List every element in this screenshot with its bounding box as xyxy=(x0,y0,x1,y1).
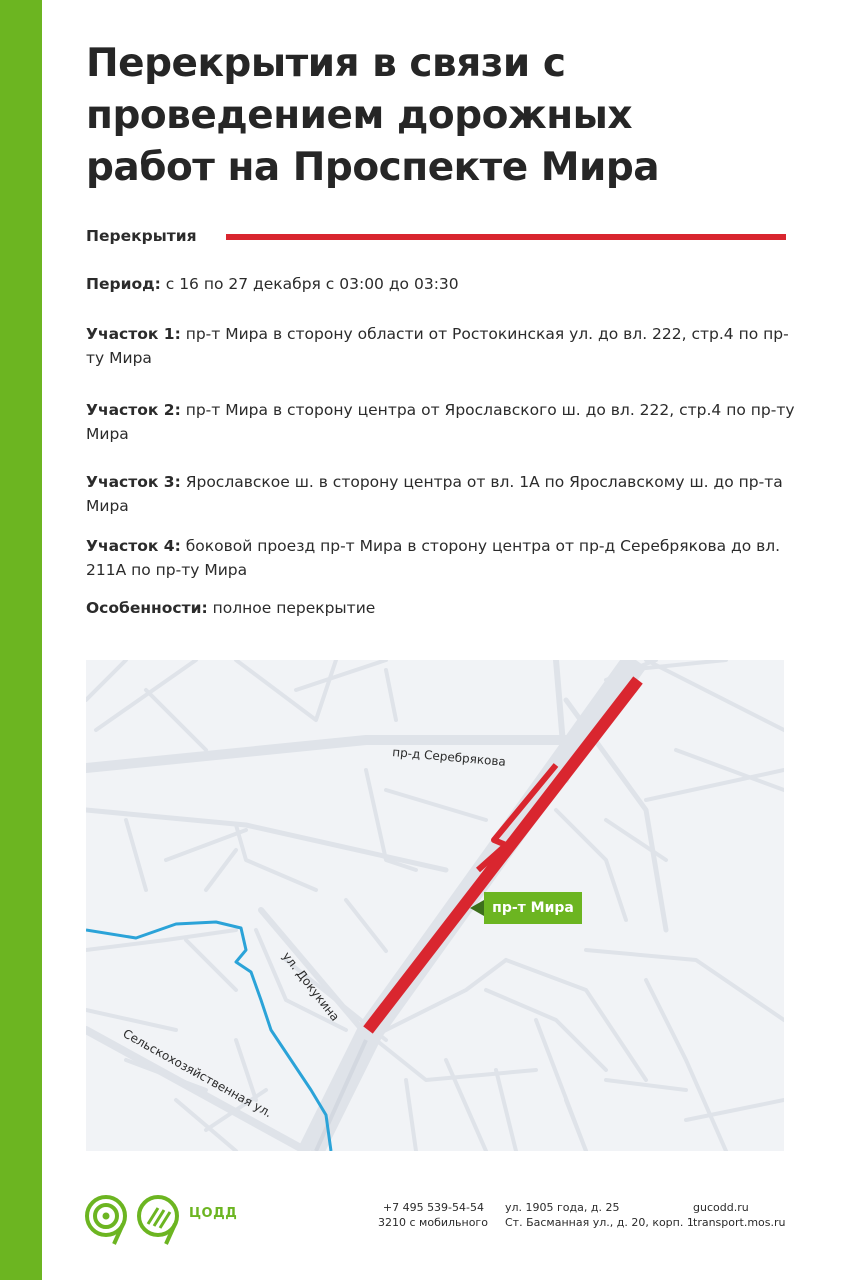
section-2-label: Участок 2: xyxy=(86,401,181,419)
footer xyxy=(0,1180,848,1260)
codd-logo-icon xyxy=(84,1192,184,1252)
features-value: полное перекрытие xyxy=(207,599,376,617)
closure-map xyxy=(86,660,784,1151)
title-line-1: Перекрытия в связи с xyxy=(86,41,566,86)
address-2: Ст. Басманная ул., д. 20, корп. 1 xyxy=(505,1216,694,1229)
features-line xyxy=(86,596,796,620)
footer-addresses xyxy=(505,1200,694,1230)
page-title xyxy=(86,38,806,194)
section-3-value: Ярославское ш. в сторону центра от вл. 1А по Ярославскому ш. до пр-та Мира xyxy=(86,473,783,515)
section-3 xyxy=(86,470,796,518)
section-2 xyxy=(86,398,796,446)
section-4 xyxy=(86,534,796,582)
section-2-value: пр-т Мира в сторону центра от Ярославского ш. до вл. 222, стр.4 по пр-ту Мира xyxy=(86,401,795,443)
period-value: с 16 по 27 декабря с 03:00 до 03:30 xyxy=(160,275,459,293)
section-divider xyxy=(226,234,786,240)
section-header xyxy=(86,224,786,248)
road-dokukina xyxy=(261,910,371,1040)
features-label: Особенности: xyxy=(86,599,208,617)
closure-main xyxy=(368,680,638,1030)
left-accent-bar xyxy=(0,0,42,1280)
label-dokukina: ул. Докукина xyxy=(279,949,343,1024)
label-serebryakova: пр-д Серебрякова xyxy=(391,745,507,769)
phone-mobile: 3210 с мобильного xyxy=(378,1216,488,1229)
label-pointer xyxy=(470,900,484,916)
section-4-value: боковой проезд пр-т Мира в сторону центра от пр-д Серебрякова до вл. 211А по пр-ту Мира xyxy=(86,537,781,579)
section-label: Перекрытия xyxy=(86,227,197,245)
label-mira: пр-т Мира xyxy=(484,892,582,924)
logo-text: ЦОДД xyxy=(189,1206,238,1221)
period-line xyxy=(86,272,796,296)
section-1-value: пр-т Мира в сторону области от Ростокинская ул. до вл. 222, стр.4 по пр-ту Мира xyxy=(86,325,789,367)
label-selskohoz: Сельскохозяйственная ул. xyxy=(120,1026,275,1121)
phone-main[interactable]: +7 495 539-54-54 xyxy=(382,1201,484,1214)
link-gucodd[interactable]: gucodd.ru xyxy=(693,1201,749,1214)
period-label: Период: xyxy=(86,275,161,293)
title-line-3: работ на Проспекте Мира xyxy=(86,145,660,190)
footer-links xyxy=(693,1200,786,1230)
section-1 xyxy=(86,322,796,370)
footer-phones xyxy=(378,1200,488,1230)
road-mira-separator xyxy=(316,1040,366,1151)
section-3-label: Участок 3: xyxy=(86,473,181,491)
section-1-label: Участок 1: xyxy=(86,325,181,343)
section-4-label: Участок 4: xyxy=(86,537,181,555)
link-transport[interactable]: transport.mos.ru xyxy=(693,1216,786,1229)
road-selskohoz xyxy=(86,1030,306,1151)
title-line-2: проведением дорожных xyxy=(86,93,633,138)
map-canvas xyxy=(86,660,784,1151)
address-1: ул. 1905 года, д. 25 xyxy=(505,1201,620,1214)
